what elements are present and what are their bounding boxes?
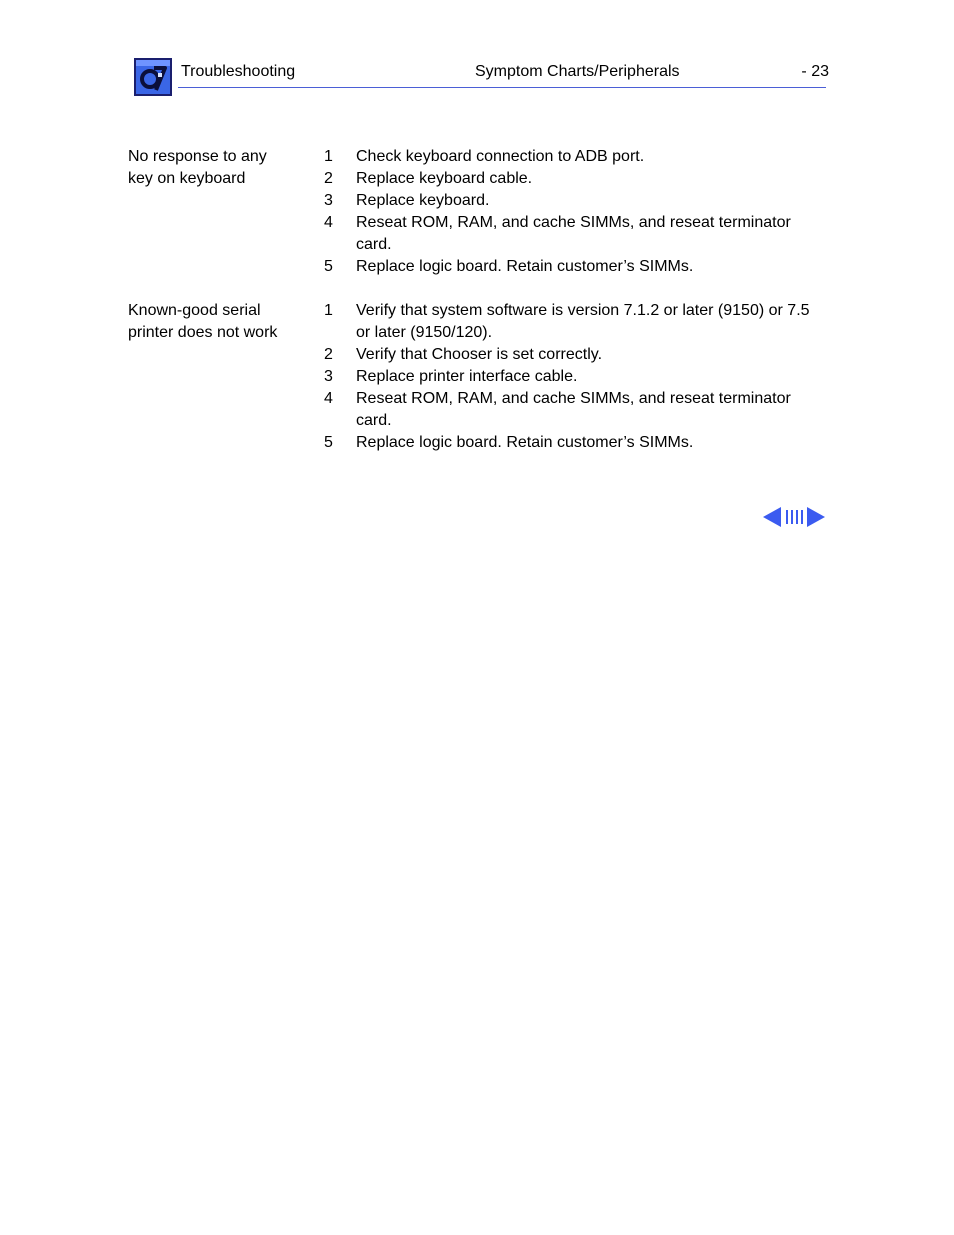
step-number: 5 [324, 434, 333, 451]
symptom-row-keyboard [128, 146, 828, 278]
step-number: 3 [324, 192, 333, 209]
step-number: 5 [324, 258, 333, 275]
step-text: Verify that system software is version 7.1.2 or later (9150) or 7.5 or later (9150/120). [356, 302, 810, 341]
table-of-contents-icon[interactable] [783, 509, 805, 525]
step-text: Replace keyboard. [356, 192, 490, 209]
solution-step [324, 212, 824, 256]
chapter-title: Symptom Charts/Peripherals [475, 63, 680, 80]
solution-step [324, 388, 824, 432]
section-title: Troubleshooting [181, 63, 296, 80]
solution-step [324, 146, 824, 168]
symptom-label: Known-good serial printer does not work [128, 302, 278, 341]
solution-step [324, 432, 824, 454]
apple-service-tools-icon [134, 58, 172, 96]
solution-steps [324, 300, 824, 454]
page-navigation-graphic [763, 506, 825, 528]
step-number: 1 [324, 302, 333, 319]
solution-step [324, 344, 824, 366]
step-number: 2 [324, 346, 333, 363]
step-number: 4 [324, 214, 333, 231]
page-number: - 23 [801, 63, 829, 80]
arrow-left-icon[interactable] [763, 507, 781, 527]
solution-steps [324, 146, 824, 278]
step-number: 1 [324, 148, 333, 165]
solution-step [324, 300, 824, 344]
arrow-right-icon[interactable] [807, 507, 825, 527]
page-navigation [763, 506, 825, 528]
step-text: Replace printer interface cable. [356, 368, 578, 385]
header-rule [178, 87, 826, 88]
solution-step [324, 168, 824, 190]
step-text: Replace logic board. Retain customer’s SIMMs. [356, 434, 694, 451]
solution-step [324, 190, 824, 212]
solution-step [324, 366, 824, 388]
step-text: Check keyboard connection to ADB port. [356, 148, 645, 165]
step-text: Reseat ROM, RAM, and cache SIMMs, and reseat terminator card. [356, 214, 791, 253]
solution-step [324, 256, 824, 278]
step-text: Replace keyboard cable. [356, 170, 533, 187]
symptom-label: No response to any key on keyboard [128, 148, 267, 187]
step-number: 2 [324, 170, 333, 187]
page-header [134, 58, 829, 96]
symptom-row-printer [128, 300, 828, 454]
step-text: Verify that Chooser is set correctly. [356, 346, 603, 363]
symptom-chart [128, 146, 828, 476]
step-number: 3 [324, 368, 333, 385]
step-number: 4 [324, 390, 333, 407]
step-text: Replace logic board. Retain customer’s SIMMs. [356, 258, 694, 275]
step-text: Reseat ROM, RAM, and cache SIMMs, and reseat terminator card. [356, 390, 791, 429]
